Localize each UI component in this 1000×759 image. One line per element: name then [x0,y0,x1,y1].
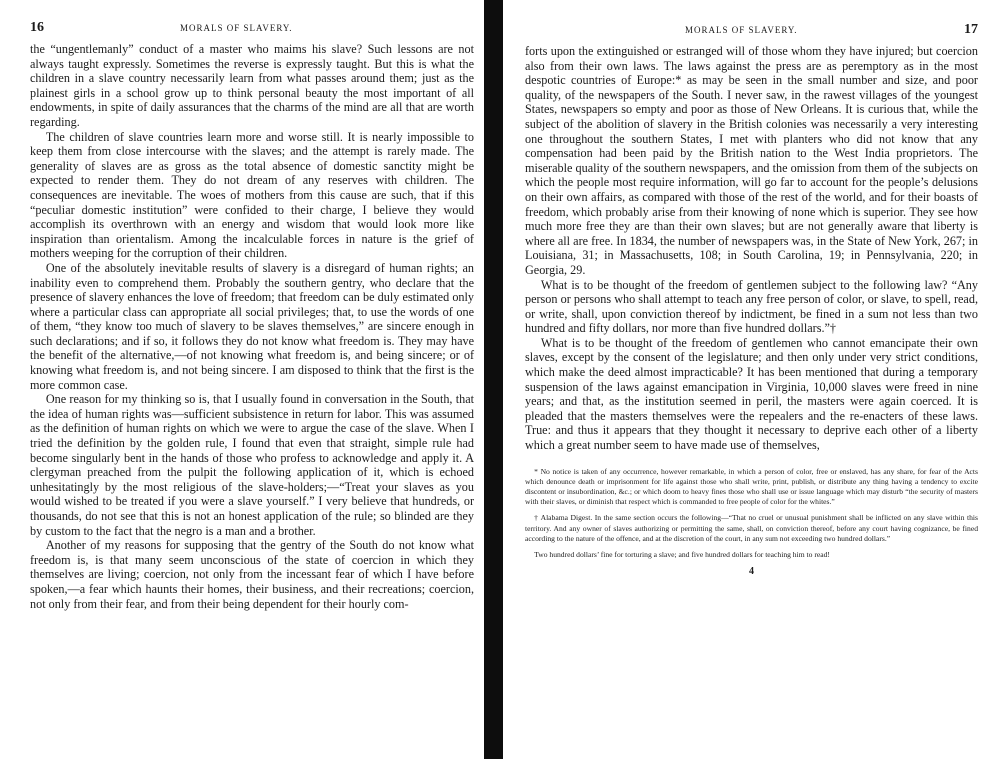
book-gutter [484,0,503,759]
page-number-left: 16 [30,20,44,35]
paragraph: The children of slave countries learn more and worse still. It is nearly impossible to keep them from close intercourse with the slaves; and the attempt is rarely made. The generality of slaves are as gross as the total absence of domestic sanctity might be expected to render them. They do not dream of any reserves with children. The consequences are inevitable. The woes of mothers from this cause are such, that if this “peculiar domestic institution” were confided to their charge, I believe they would accomplish its overthrown with an energy and wisdom that would look more like inspiration than orientalism. Among the incalculable forces in nature is the grief of mothers weeping for the corruption of their children. [30,129,474,261]
running-head-left [30,20,474,42]
footnotes [525,467,978,561]
footnote: Two hundred dollars’ fine for torturing a slave; and five hundred dollars for teaching him to read! [534,550,830,560]
paragraph: One reason for my thinking so is, that I usually found in conversation in the South, that the idea of human rights was—sufficient subsistence in return for labor. This was assumed as the definition of human rights on which we were to argue the case of the slave. When I tried the definition by the golden rule, I found that even that straight, simple rule had become singularly bent in the hands of those who profess to acknowledge and apply it. A clergyman preached from the pulpit the following application of it, which is echoed unhesitatingly by the most religious of the slave-holders;—“Treat your slaves as you would wished to be treated if you were a slave yourself.” I very believe that hundreds, or thousands, do not see that this is not an honest application of the rule; so blinded are they by custom to the fact that the negro is a man and a brother. [30,392,474,538]
paragraph: One of the absolutely inevitable results of slavery is a disregard of human rights; an inability even to comprehend them. Probably the southern gentry, who declare that the presence of slavery enhances the love of freedom; that freedom can be duly estimated only where a particular class can appropriate all social privileges; that, to use the words of one of them, “they know too much of slavery to be slaves themselves,” are sincere enough in such declarations; and if so, it follows they do not know what freedom is. They may have the benefit of the alternative,—of not knowing what freedom is, and being sincere; or of knowing what freedom is, and not being sincere. I am disposed to think that the first is the more common case. [30,260,474,392]
running-head-title-left: MORALS OF SLAVERY. [180,23,293,33]
page-number-right: 17 [964,22,978,37]
signature-mark: 4 [749,566,754,578]
footnote: † Alabama Digest. In the same section occurs the following—“That no cruel or unusual punishment shall be inflicted on any slave within this territory. And any owner of slaves authorizing or permitting the same, shall, on conviction thereof, before any court having cognizance, be fined according to the nature of the offence, and at the discretion of the court, in any sum not exceeding two hundred dollars.” [525,513,978,543]
left-page [0,0,484,759]
paragraph: the “ungentlemanly” conduct of a master who maims his slave? Such lessons are not always taught expressly. Sometimes the reverse is expressly taught. But this is what the children in a slave country necessarily learn from what passes around them; just as the plainest girls in a school grow up to think personal beauty the most important of all endowments, in spite of daily assurances that the charms of the mind are all that are worth regarding. [30,42,474,129]
paragraph: What is to be thought of the freedom of gentlemen who cannot emancipate their own slaves, except by the consent of the legislature; and then only under very strict conditions, which make the deed almost impracticable? It has been mentioned that during a temporary suspension of the laws against emancipation in Virginia, 10,000 slaves were freed in nine years; and that, as the institution seemed in peril, the masters were again coerced. It is pleaded that the masters themselves were the repealers and the re-enacters of these laws. True: and thus it appears that they thought it necessary to deprive each other of a liberty which a great number seem to have made use of themselves, [525,335,978,453]
footnote: * No notice is taken of any occurrence, however remarkable, in which a person of color, free or enslaved, has any share, for fear of the Acts which denounce death or imprisonment for life against those who shall write, print, publish, or distribute any thing having a tendency to excite discontent or insubordination, &c.; or which doom to heavy fines those who shall use or issue language which may disturb “the security of masters with their slaves, or diminish that respect which is commanded to free people of color for the whites.” [525,466,978,507]
running-head-title-right: MORALS OF SLAVERY. [685,25,798,35]
paragraph: What is to be thought of the freedom of gentlemen subject to the following law? “Any person or persons who shall attempt to teach any free person of color, or slave, to spell, read, or write, shall, upon conviction thereof by indictment, be fined in a sum not less than two hundred and fifty dollars, nor more than five hundred dollars.”† [525,277,978,336]
paragraph: forts upon the extinguished or estranged will of those whom they have injured; but coercion also from their own laws. The laws against the press are as peremptory as in the most despotic countries of Europe:* as may be seen in the small number and size, and poor quality, of the newspapers of the South. I never saw, in the rawest villages of the youngest States, newspapers so empty and poor as those of New Orleans. It is curious that, while the subject of the abolition of slavery in the British colonies was necessarily a very interesting one throughout the southern States, I met with planters who did not know that any compensation had been paid by the British nation to the West India proprietors. The miserable quality of the southern newspapers, and the omission from them of the subjects on which the people most require information, will go far to account for the people’s delusions on their own affairs, as compared with those of the rest of the world, and for their boasts of freedom, which probably arise from their knowing of none which is superior. They see how much more free they are than their own slaves; but are not generally aware that liberty is where all are free. In 1834, the number of newspapers was, in the State of New York, 267; in Louisiana, 31; in Massachusetts, 108; in South Carolina, 19; in Pennsylvania, 220; in Georgia, 29. [525,44,978,277]
paragraph: Another of my reasons for supposing that the gentry of the South do not know what freedom is, is that many seem unconscious of the state of coercion in which they themselves are living; coercion, not only from the incessant fear of which I have before spoken,—a fear which haunts their homes, their business, and their recreations; coercion, not only from their fear, and from their being dependent for their hourly com- [30,538,474,611]
running-head-right [525,22,978,44]
left-page-body [30,42,474,611]
right-page [503,0,1000,759]
right-page-body [525,44,978,453]
